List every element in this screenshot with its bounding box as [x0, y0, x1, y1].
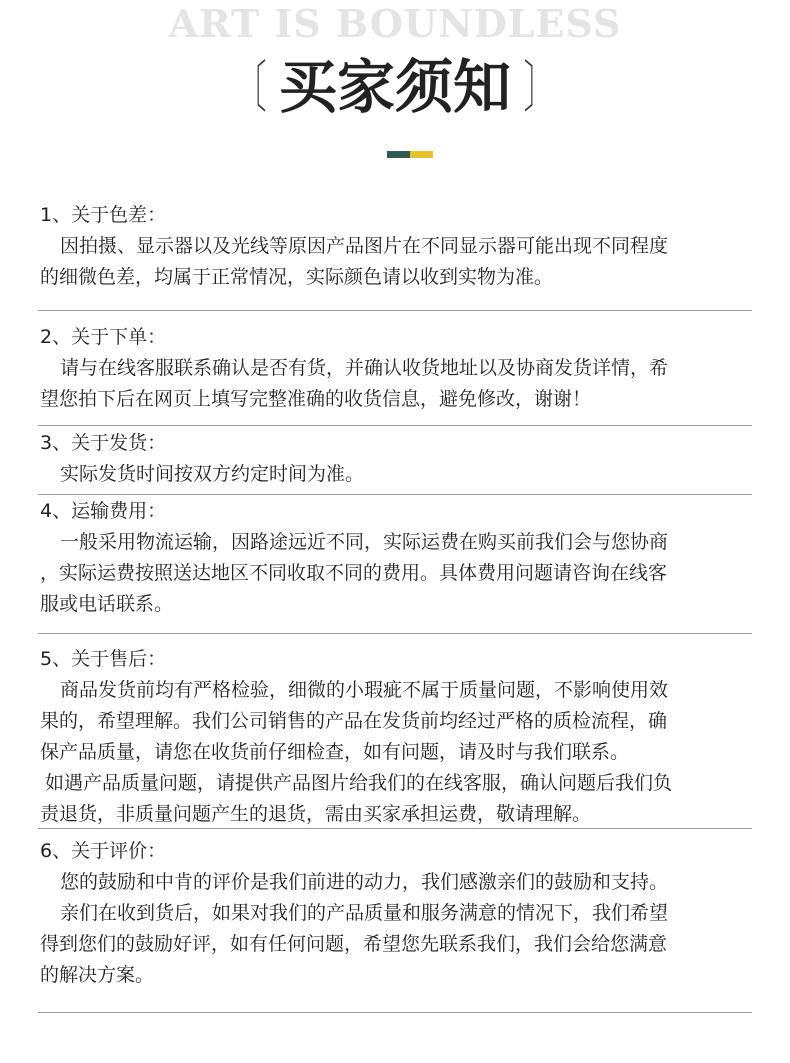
divider	[38, 425, 752, 426]
section-heading: 3、关于发货：	[40, 432, 167, 454]
section-heading: 1、关于色差：	[40, 204, 167, 226]
background-title: ART IS BOUNDLESS	[168, 1, 622, 46]
section-text: 实际发货时间按双方约定时间为准。	[60, 463, 365, 485]
section-text: 的细微色差，均属于正常情况，实际颜色请以收到实物为准。	[40, 266, 554, 288]
section-heading: 2、关于下单：	[40, 326, 167, 348]
section-text: 果的，希望理解。我们公司销售的产品在发货前均经过严格的质检流程，确	[40, 710, 668, 732]
section-text: 望您拍下后在网页上填写完整准确的收货信息，避免修改，谢谢！	[40, 388, 592, 410]
section-heading: 6、关于评价：	[40, 840, 167, 862]
page-title	[0, 52, 790, 124]
section-text: 您的鼓励和中肯的评价是我们前进的动力，我们感激亲们的鼓励和支持。	[60, 871, 669, 893]
accent-green	[387, 151, 410, 158]
title-accent-bar	[387, 151, 433, 158]
divider	[38, 633, 752, 634]
divider	[38, 310, 752, 311]
section-text: 责退货，非质量问题产生的退货，需由买家承担运费，敬请理解。	[40, 803, 592, 825]
section-text: 的解决方案。	[40, 964, 155, 986]
section-shipping	[40, 428, 752, 490]
divider	[38, 828, 752, 829]
divider	[38, 494, 752, 495]
section-text: 因拍摄、显示器以及光线等原因产品图片在不同显示器可能出现不同程度	[60, 235, 669, 257]
accent-yellow	[410, 151, 433, 158]
section-text: 一般采用物流运输，因路途远近不同，实际运费在购买前我们会与您协商	[60, 531, 669, 553]
section-reviews	[40, 836, 752, 991]
section-text: 得到您们的鼓励好评，如有任何问题，希望您先联系我们，我们会给您满意	[40, 933, 668, 955]
section-freight	[40, 496, 752, 620]
section-text: 服或电话联系。	[40, 593, 174, 615]
section-text: 如遇产品质量问题，请提供产品图片给我们的在线客服，确认问题后我们负	[45, 772, 673, 794]
divider	[38, 1012, 752, 1013]
section-heading: 5、关于售后：	[40, 648, 167, 670]
section-text: ，实际运费按照送达地区不同收取不同的费用。具体费用问题请咨询在线客	[40, 562, 668, 584]
bracket-close: 〕	[523, 56, 555, 121]
bracket-open: 〔	[235, 56, 267, 121]
section-after-sales	[40, 644, 752, 830]
page-title-text: 买家须知	[278, 53, 511, 121]
section-heading: 4、运输费用：	[40, 500, 167, 522]
section-text: 亲们在收到货后，如果对我们的产品质量和服务满意的情况下，我们希望	[60, 902, 669, 924]
section-text: 请与在线客服联系确认是否有货，并确认收货地址以及协商发货详情，希	[60, 357, 669, 379]
section-ordering	[40, 322, 752, 415]
section-color-difference	[40, 200, 752, 293]
section-text: 商品发货前均有严格检验，细微的小瑕疵不属于质量问题，不影响使用效	[60, 679, 669, 701]
section-text: 保产品质量，请您在收货前仔细检查，如有问题，请及时与我们联系。	[40, 741, 630, 763]
